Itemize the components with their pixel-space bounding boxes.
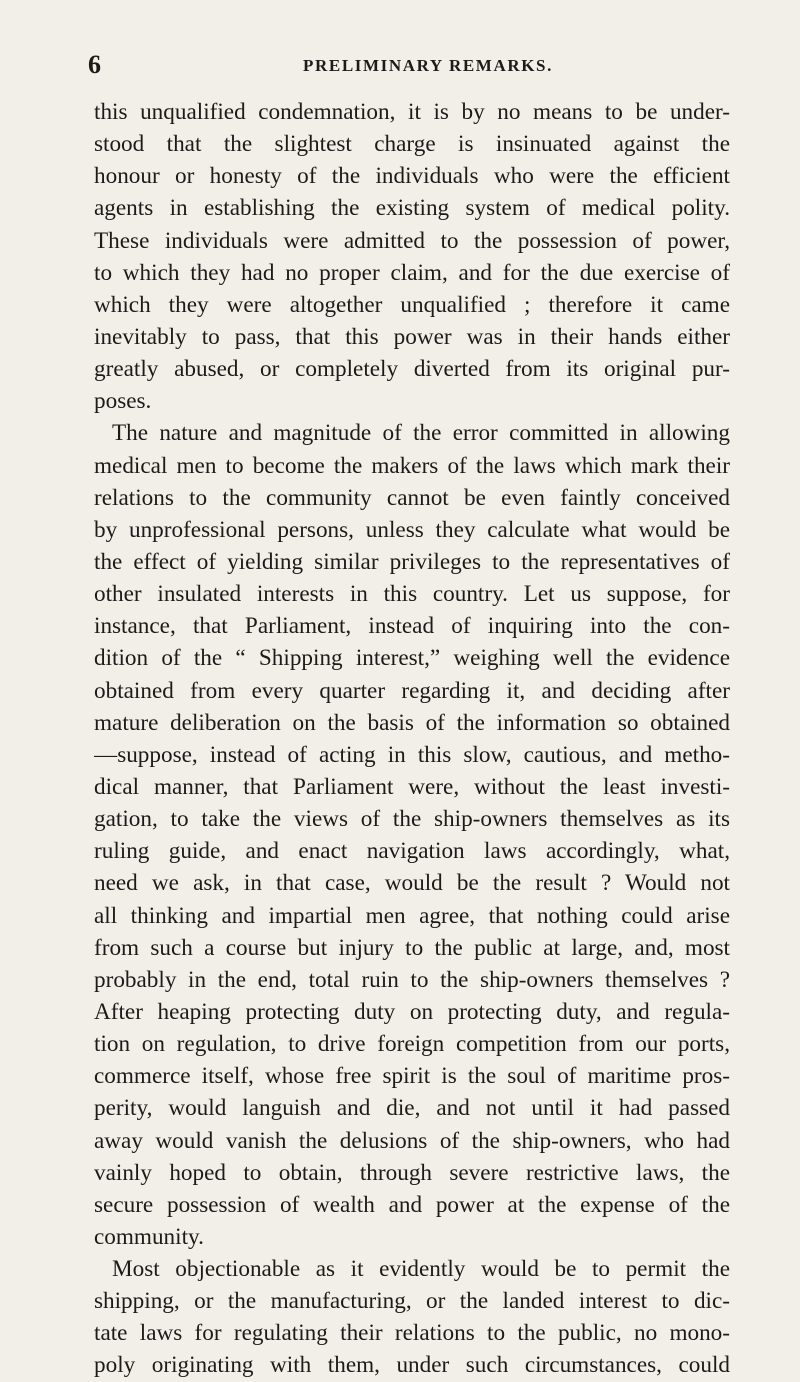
text-line: greatly abused, or completely diverted from its original pur-: [94, 356, 730, 383]
text-line: dition of the “ Shipping interest,” weighing well the evidence: [94, 645, 730, 672]
text-line: —suppose, instead of acting in this slow, cautious, and metho-: [94, 741, 730, 768]
text-line: need we ask, in that case, would be the result ? Would not: [94, 870, 730, 897]
text-line: away would vanish the delusions of the ship-owners, who had: [94, 1127, 730, 1154]
text-line: relations to the community cannot be even faintly conceived: [94, 484, 730, 511]
text-line: inevitably to pass, that this power was in their hands either: [94, 323, 730, 350]
text-line: shipping, or the manufacturing, or the landed interest to dic-: [94, 1288, 730, 1315]
text-line: dical manner, that Parliament were, without the least investi-: [94, 773, 730, 800]
text-line: perity, would languish and die, and not until it had passed: [94, 1095, 730, 1122]
text-line: commerce itself, whose free spirit is the soul of maritime pros-: [94, 1063, 730, 1090]
text-line: honour or honesty of the individuals who were the efficient: [94, 163, 730, 190]
text-line: After heaping protecting duty on protecting duty, and regula-: [94, 998, 730, 1025]
text-line: agents in establishing the existing system of medical polity.: [94, 195, 730, 222]
text-line: gation, to take the views of the ship-owners themselves as its: [94, 806, 730, 833]
text-line: stood that the slightest charge is insinuated against the: [94, 131, 730, 158]
text-line: tate laws for regulating their relations to the public, no mono-: [94, 1320, 730, 1347]
text-line: from such a course but injury to the public at large, and, most: [94, 934, 730, 961]
text-line: which they were altogether unqualified ; therefore it came: [94, 291, 730, 318]
text-line: These individuals were admitted to the possession of power,: [94, 227, 730, 254]
text-line: other insulated interests in this country. Let us suppose, for: [94, 581, 730, 608]
text-line: instance, that Parliament, instead of inquiring into the con-: [94, 613, 730, 640]
text-line: vainly hoped to obtain, through severe restrictive laws, the: [94, 1159, 730, 1186]
text-line: ruling guide, and enact navigation laws accordingly, what,: [94, 838, 730, 865]
page-header: [88, 50, 728, 80]
text-line: medical men to become the makers of the laws which mark their: [94, 452, 730, 479]
text-line: to which they had no proper claim, and for the due exercise of: [94, 259, 730, 286]
text-line: community.: [94, 1223, 204, 1250]
text-line: poses.: [94, 388, 152, 415]
page-number: 6: [88, 50, 101, 79]
text-line: this unqualified condemnation, it is by no means to be under-: [94, 99, 730, 125]
text-line: The nature and magnitude of the error committed in allowing: [112, 420, 730, 447]
text-line: the effect of yielding similar privileges to the representatives of: [94, 548, 730, 575]
text-line: mature deliberation on the basis of the information so obtained: [94, 709, 730, 736]
running-head: PRELIMINARY REMARKS.: [303, 56, 553, 75]
text-line: tion on regulation, to drive foreign competition from our ports,: [94, 1031, 730, 1058]
body-text: [94, 96, 730, 1382]
text-line: secure possession of wealth and power at the expense of the: [94, 1191, 730, 1218]
text-line: obtained from every quarter regarding it, and deciding after: [94, 677, 730, 704]
text-line: poly originating with them, under such circumstances, could: [94, 1352, 730, 1379]
text-line: Most objectionable as it evidently would be to permit the: [112, 1256, 730, 1283]
text-line: probably in the end, total ruin to the ship-owners themselves ?: [94, 966, 730, 993]
text-line: all thinking and impartial men agree, that nothing could arise: [94, 902, 730, 929]
text-line: by unprofessional persons, unless they calculate what would be: [94, 516, 730, 543]
